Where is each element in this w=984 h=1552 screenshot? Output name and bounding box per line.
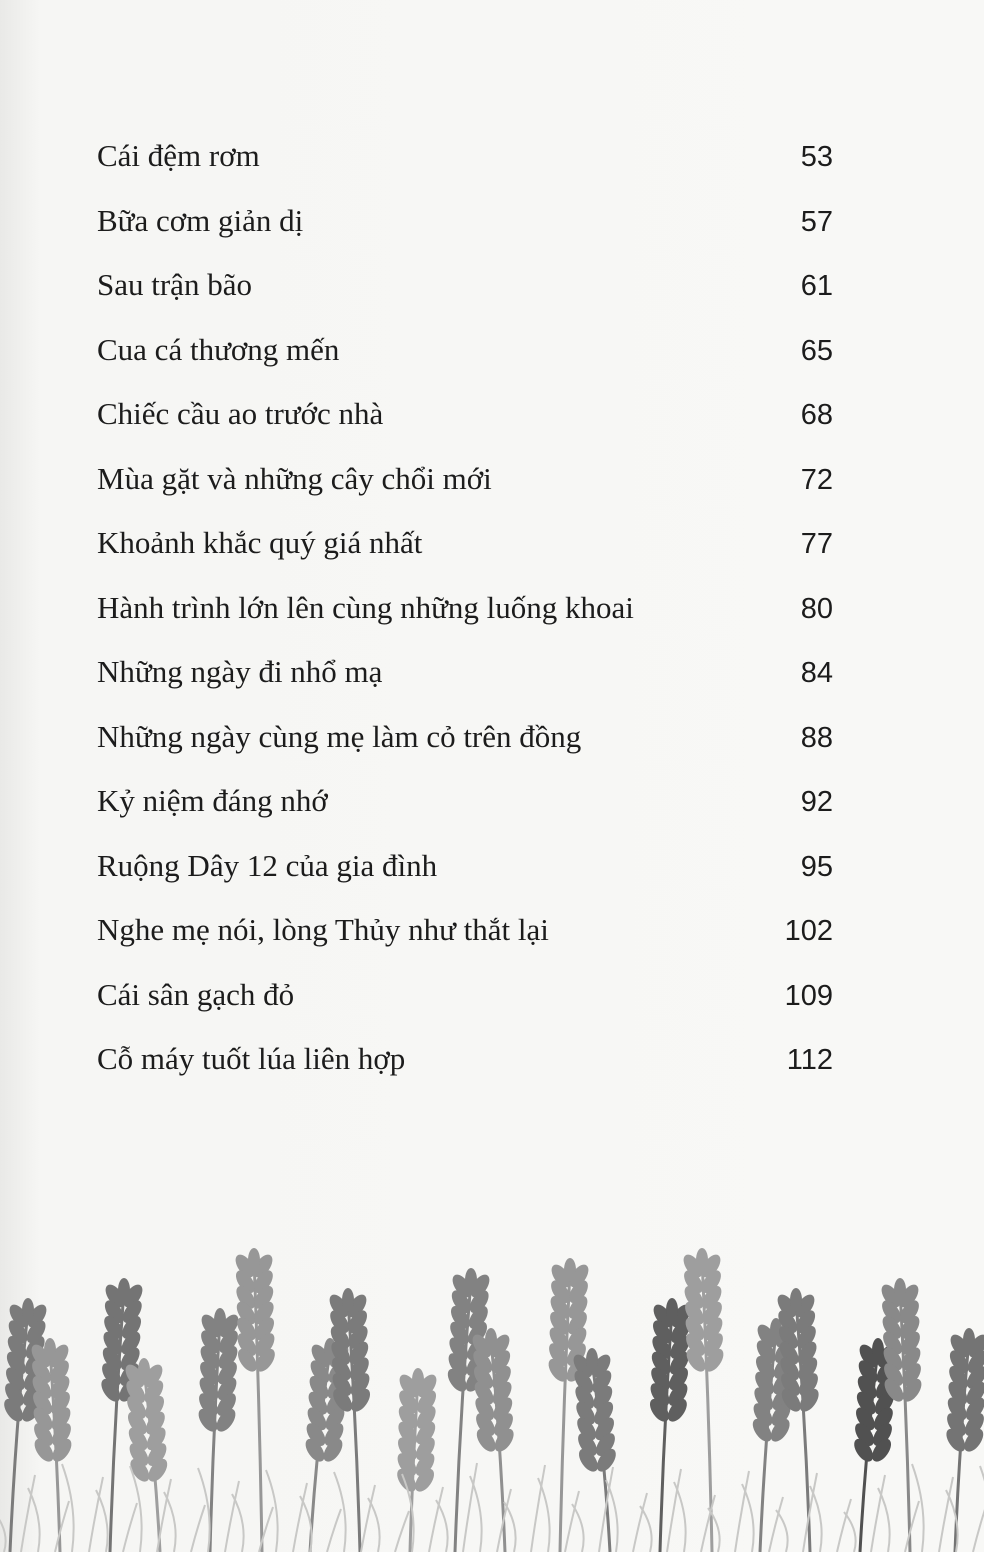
grass-blade-icon xyxy=(21,1475,35,1552)
toc-entry-title: Những ngày cùng mẹ làm cỏ trên đồng xyxy=(97,718,582,754)
toc-entry-page: 112 xyxy=(786,1044,833,1076)
toc-entry-title: Những ngày đi nhổ mạ xyxy=(97,654,383,689)
toc-entry-title: Cua cá thương mến xyxy=(97,331,340,367)
grass-blade-icon xyxy=(565,1491,579,1552)
toc-entry-page: 77 xyxy=(800,528,833,560)
toc-entry-title: Cỗ máy tuốt lúa liên hợp xyxy=(97,1041,406,1076)
toc-entry xyxy=(97,461,833,526)
grass-blade-icon xyxy=(395,1511,409,1552)
toc-entry xyxy=(97,977,833,1042)
toc-entry xyxy=(97,783,833,848)
toc-entry xyxy=(97,332,833,397)
toc-entry-page: 95 xyxy=(800,850,833,883)
toc-entry-page: 102 xyxy=(784,915,833,947)
rice-stalk-icon xyxy=(469,1328,518,1552)
grass-blade-icon xyxy=(429,1487,443,1552)
grass-blade-icon xyxy=(939,1477,953,1552)
toc-entry-page: 88 xyxy=(800,721,833,754)
rice-stalk-icon xyxy=(122,1358,171,1552)
grass-blade-icon xyxy=(293,1483,307,1552)
grass-blade-icon xyxy=(973,1503,984,1552)
toc-entry-title: Sau trận bão xyxy=(97,267,252,302)
rice-stalk-icon xyxy=(943,1328,984,1552)
toc-entry-title: Bữa cơm giản dị xyxy=(97,202,304,238)
toc-entry xyxy=(97,203,833,268)
toc-entry-page: 68 xyxy=(800,399,833,431)
toc-entry-title: Cái đệm rơm xyxy=(97,138,260,173)
table-of-contents xyxy=(97,138,833,1106)
grass-blade-icon xyxy=(769,1497,783,1552)
toc-entry xyxy=(97,267,833,332)
rice-stalk-icon xyxy=(393,1368,440,1552)
toc-entry-page: 57 xyxy=(800,205,833,238)
grass-blade-icon xyxy=(470,1476,482,1552)
toc-entry xyxy=(97,912,833,977)
grass-blade-icon xyxy=(667,1469,681,1552)
toc-entry-page: 80 xyxy=(800,592,833,625)
toc-entry xyxy=(97,138,833,203)
grass-blade-icon xyxy=(735,1471,749,1552)
grass-blade-icon xyxy=(633,1493,647,1552)
toc-entry-page: 72 xyxy=(800,463,833,496)
toc-entry xyxy=(97,1041,833,1106)
toc-entry-title: Cái sân gạch đỏ xyxy=(97,976,295,1012)
rice-stalks-illustration xyxy=(0,1200,984,1552)
grass-blade-icon xyxy=(980,1466,984,1552)
toc-entry xyxy=(97,719,833,784)
grass-blade-icon xyxy=(89,1477,103,1552)
grass-blade-icon xyxy=(0,1512,6,1552)
rice-stalk-icon xyxy=(28,1338,75,1552)
rice-stalk-icon xyxy=(570,1348,620,1552)
toc-entry xyxy=(97,654,833,719)
grass-blade-icon xyxy=(905,1501,919,1552)
grass-blade-icon xyxy=(837,1499,851,1552)
grass-blade-icon xyxy=(191,1505,205,1552)
toc-entry xyxy=(97,848,833,913)
toc-entry-title: Kỷ niệm đáng nhớ xyxy=(97,783,328,818)
toc-entry-page: 65 xyxy=(800,334,833,367)
grass-blade-icon xyxy=(871,1475,885,1552)
toc-entry-title: Chiếc cầu ao trước nhà xyxy=(97,396,384,431)
toc-entry-title: Mùa gặt và những cây chổi mới xyxy=(97,460,492,496)
rice-stalk-icon xyxy=(680,1248,727,1552)
toc-entry-title: Hành trình lớn lên cùng những luống khoai xyxy=(97,589,634,625)
toc-entry-title: Ruộng Dây 12 của gia đình xyxy=(97,847,438,883)
toc-entry-page: 53 xyxy=(800,141,833,173)
toc-entry-title: Khoảnh khắc quý giá nhất xyxy=(97,525,423,560)
toc-entry-page: 92 xyxy=(800,786,833,818)
toc-entry xyxy=(97,525,833,590)
grass-blade-icon xyxy=(327,1509,341,1552)
grass-blade-icon xyxy=(361,1485,375,1552)
toc-entry-page: 61 xyxy=(800,270,833,302)
toc-entry-page: 84 xyxy=(800,657,833,689)
toc-entry xyxy=(97,396,833,461)
grass-blade-icon xyxy=(123,1503,137,1552)
toc-entry-page: 109 xyxy=(784,979,833,1012)
toc-entry xyxy=(97,590,833,655)
grass-blade-icon xyxy=(225,1481,239,1552)
toc-entry-title: Nghe mẹ nói, lòng Thủy như thắt lại xyxy=(97,912,549,947)
